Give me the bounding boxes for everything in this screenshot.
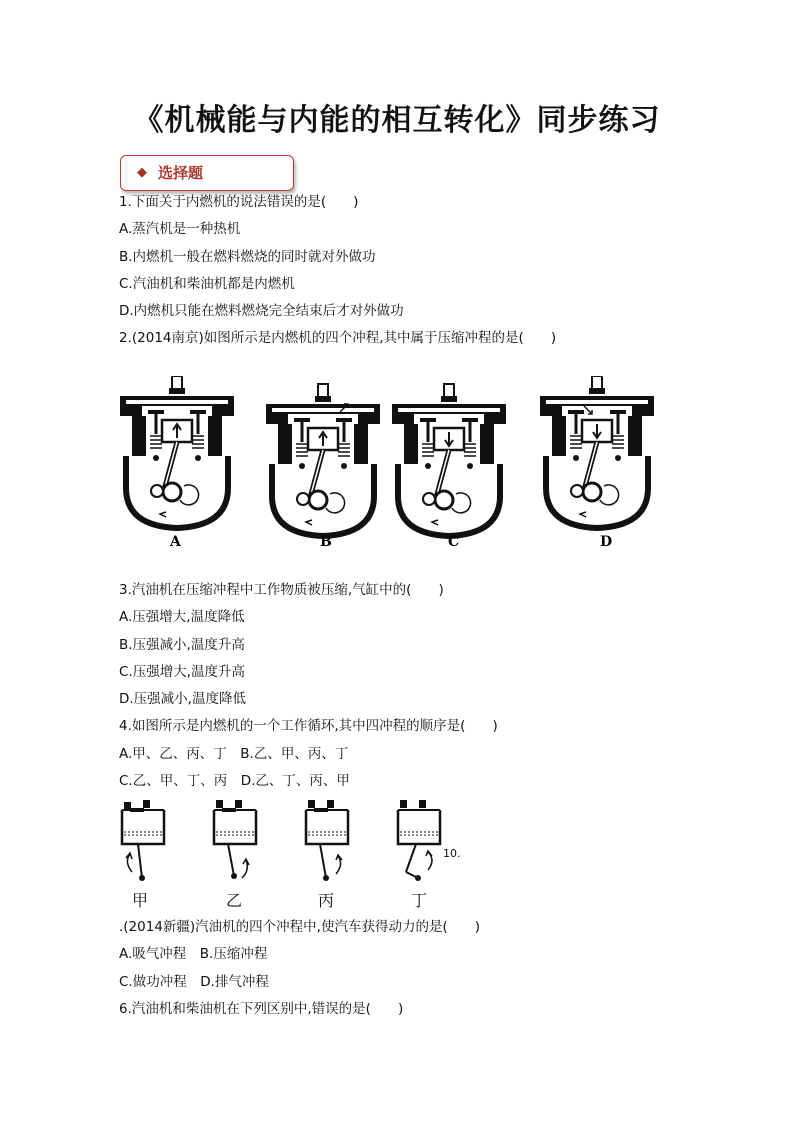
engine-label-a: A: [170, 534, 181, 550]
question-4-options-ab: A.甲、乙、丙、丁 B.乙、甲、丙、丁: [119, 746, 349, 762]
cycle-label-bing: 丙: [318, 891, 335, 910]
figure-note: 10.: [443, 847, 461, 860]
cylinder-cycle-figure: [110, 798, 480, 888]
question-1-option-c: C.汽油机和柴油机都是内燃机: [119, 276, 295, 292]
question-1-option-b: B.内燃机一般在燃料燃烧的同时就对外做功: [119, 249, 376, 265]
question-5-options-ab: A.吸气冲程 B.压缩冲程: [119, 946, 268, 962]
question-4-options-cd: C.乙、甲、丁、丙 D.乙、丁、丙、甲: [119, 773, 350, 789]
cycle-label-jia: 甲: [132, 891, 149, 910]
question-3-option-b: B.压强减小,温度升高: [119, 637, 245, 653]
engine-strokes-figure: [112, 376, 672, 552]
question-3-stem: 3.汽油机在压缩冲程中工作物质被压缩,气缸中的( ): [119, 582, 444, 598]
section-header: [120, 155, 294, 191]
engine-label-d: D: [600, 534, 613, 550]
cycle-label-yi: 乙: [226, 891, 243, 910]
question-2-stem: 2.(2014南京)如图所示是内燃机的四个冲程,其中属于压缩冲程的是( ): [119, 330, 557, 346]
question-5-options-cd: C.做功冲程 D.排气冲程: [119, 974, 269, 990]
engine-label-c: C: [448, 534, 460, 550]
question-1-option-d: D.内燃机只能在燃料燃烧完全结束后才对外做功: [119, 303, 404, 319]
question-6-stem: 6.汽油机和柴油机在下列区别中,错误的是( ): [119, 1001, 404, 1017]
page-title: 《机械能与内能的相互转化》同步练习: [133, 103, 661, 138]
question-1-stem: 1.下面关于内燃机的说法错误的是( ): [119, 194, 359, 210]
cycle-label-ding: 丁: [411, 891, 428, 910]
question-5-stem: .(2014新疆)汽油机的四个冲程中,使汽车获得动力的是( ): [119, 919, 481, 935]
question-3-option-c: C.压强增大,温度升高: [119, 664, 246, 680]
engine-label-b: B: [320, 534, 332, 550]
diamond-icon: ◆: [137, 165, 147, 180]
question-1-option-a: A.蒸汽机是一种热机: [119, 221, 241, 237]
question-4-stem: 4.如图所示是内燃机的一个工作循环,其中四冲程的顺序是( ): [119, 718, 498, 734]
question-3-option-a: A.压强增大,温度降低: [119, 609, 245, 625]
question-3-option-d: D.压强减小,温度降低: [119, 691, 246, 707]
section-label: 选择题: [158, 164, 204, 182]
